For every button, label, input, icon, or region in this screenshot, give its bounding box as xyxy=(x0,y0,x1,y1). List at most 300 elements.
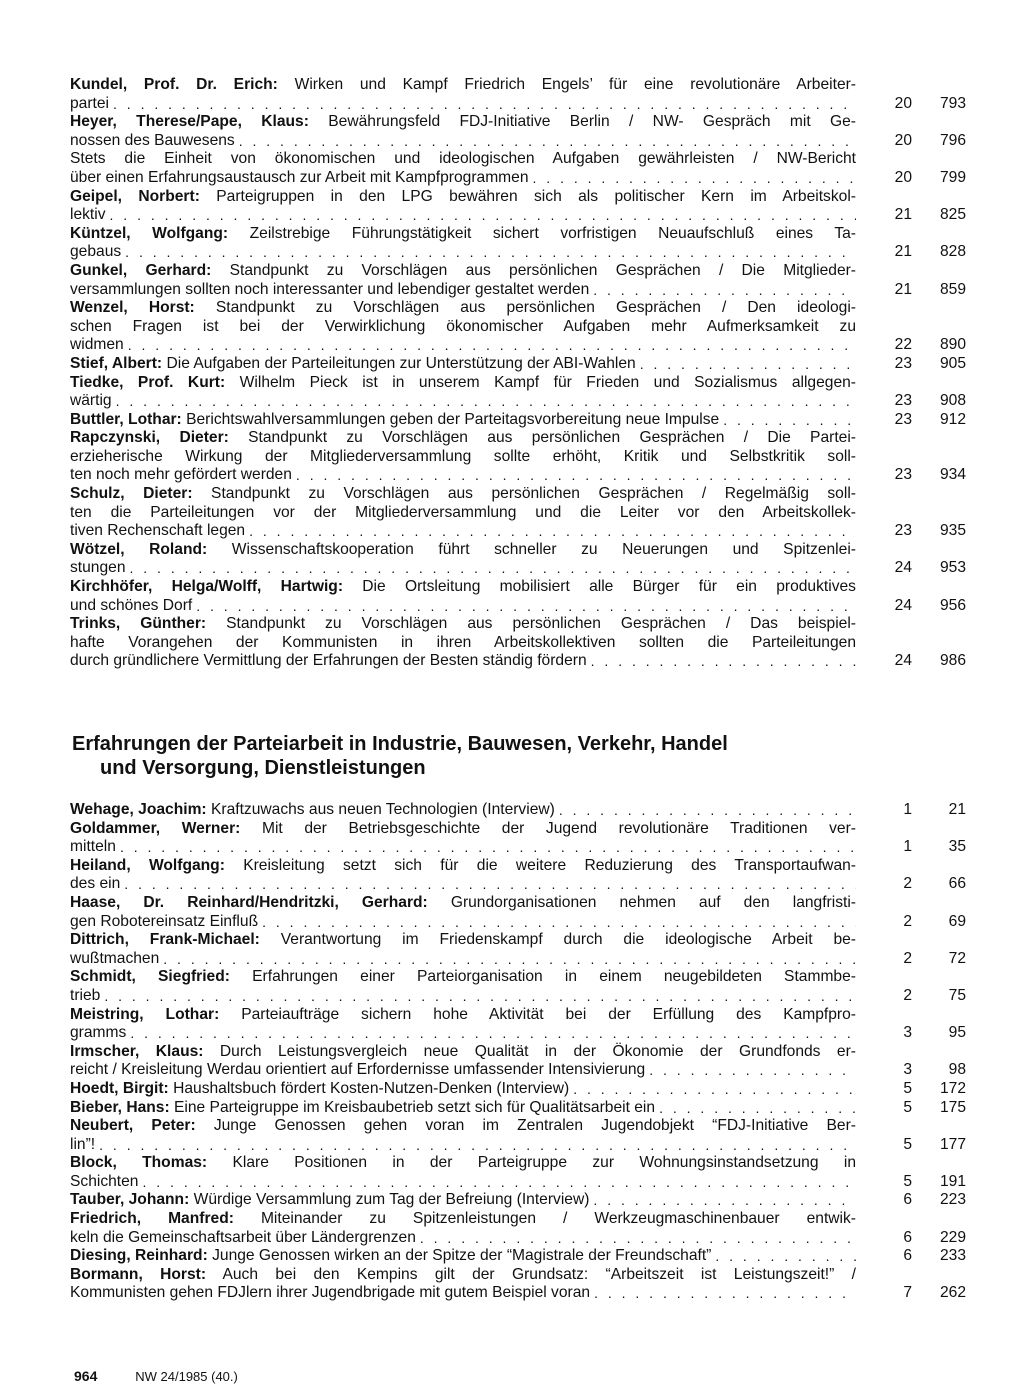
page-reference: 986 xyxy=(939,652,966,670)
entry-line xyxy=(70,820,856,839)
toc-entry-text xyxy=(70,113,856,150)
entry-line xyxy=(70,299,856,318)
entry-line-text: Standpunkt zu Vorschlägen aus persönlichen Gesprächen / Den ideologi- xyxy=(215,299,856,317)
entry-last-line xyxy=(70,801,856,820)
issue-number: 7 xyxy=(903,1284,912,1302)
entry-line-text: schen Fragen ist bei der Verwirklichung ökonomischer Aufgaben mehr Aufmerksamkeit zu xyxy=(70,317,856,335)
entry-last-line xyxy=(70,1136,856,1155)
page-reference: 177 xyxy=(939,1135,966,1153)
entry-last-line xyxy=(70,243,856,262)
entry-line xyxy=(70,968,856,987)
toc-entry-text xyxy=(70,931,856,968)
toc-entry xyxy=(70,299,970,355)
issue-number: 22 xyxy=(894,336,912,354)
entry-author: Buttler, Lothar: xyxy=(70,410,182,428)
toc-entry-text xyxy=(70,801,856,820)
entry-last-line xyxy=(70,466,856,485)
entry-line xyxy=(70,429,856,448)
entry-last-line xyxy=(70,652,856,671)
entry-line-text: stungen xyxy=(70,559,126,577)
toc-entry-text xyxy=(70,1043,856,1080)
entry-line-text: Eine Parteigruppe im Kreisbaubetrieb setzt sich für Qualitätsarbeit ein xyxy=(174,1098,656,1116)
issue-number: 2 xyxy=(903,912,912,930)
page-reference: 172 xyxy=(939,1079,966,1097)
entry-last-line xyxy=(70,281,856,300)
issue-number: 3 xyxy=(903,1061,912,1079)
entry-line-text: des ein xyxy=(70,875,121,893)
entry-line xyxy=(70,894,856,913)
entry-last-line xyxy=(70,1061,856,1080)
leader-dots xyxy=(120,838,856,857)
issue-number: 1 xyxy=(903,801,912,818)
entry-last-line xyxy=(70,875,856,894)
entry-line-text: partei xyxy=(70,94,110,112)
toc-entry xyxy=(70,615,970,671)
issue-number: 20 xyxy=(894,131,912,149)
leader-dots xyxy=(124,875,856,894)
toc-entry xyxy=(70,1191,970,1210)
entry-line-text: Haushaltsbuch fördert Kosten-Nutzen-Denken (Interview) xyxy=(173,1079,570,1097)
toc-entry-text xyxy=(70,76,856,113)
toc-entry xyxy=(70,1247,970,1266)
toc-entry-text xyxy=(70,857,856,894)
toc-entry-text xyxy=(70,1080,856,1099)
section-heading xyxy=(72,732,932,780)
leader-dots xyxy=(163,950,856,969)
entry-line xyxy=(70,374,856,393)
entry-last-line xyxy=(70,559,856,578)
issue-number: 20 xyxy=(894,94,912,112)
entry-line-text: Verantwortung im Friedenskampf durch die ideologische Arbeit be- xyxy=(280,931,856,949)
issue-number: 1 xyxy=(903,838,912,856)
issue-number: 20 xyxy=(894,168,912,186)
page-reference: 796 xyxy=(939,131,966,149)
toc-entry xyxy=(70,857,970,894)
toc-entry-text xyxy=(70,485,856,541)
issue-number: 6 xyxy=(903,1247,912,1265)
entry-author: Schulz, Dieter: xyxy=(70,485,193,503)
page-reference: 953 xyxy=(939,559,966,577)
entry-author: Heiland, Wolfgang: xyxy=(70,856,225,874)
entry-line-text: Standpunkt zu Vorschlägen aus persönlichen Gesprächen / Die Mitglieder- xyxy=(229,261,856,279)
page-reference: 66 xyxy=(948,875,966,893)
toc-entry-text xyxy=(70,374,856,411)
leader-dots xyxy=(130,559,857,578)
entry-last-line xyxy=(70,1024,856,1043)
toc-entry-text xyxy=(70,411,856,430)
page-reference: 223 xyxy=(939,1191,966,1209)
page-reference: 262 xyxy=(939,1284,966,1302)
leader-dots xyxy=(249,522,856,541)
page-reference: 72 xyxy=(948,949,966,967)
entry-last-line xyxy=(70,206,856,225)
entry-last-line xyxy=(70,597,856,616)
leader-dots xyxy=(125,243,856,262)
entry-line-text: mitteln xyxy=(70,838,116,856)
leader-dots xyxy=(110,206,856,225)
page-reference: 21 xyxy=(948,801,966,818)
section-heading-line1: Erfahrungen der Parteiarbeit in Industrie, Bauwesen, Verkehr, Handel xyxy=(72,733,728,755)
entry-last-line xyxy=(70,1080,856,1099)
entry-line-text: Standpunkt zu Vorschlägen aus persönlichen Gesprächen / Das beispiel- xyxy=(226,615,856,633)
toc-entry xyxy=(70,355,970,374)
toc-entry xyxy=(70,1099,970,1118)
leader-dots xyxy=(142,1173,856,1192)
toc-entry xyxy=(70,931,970,968)
page-reference: 890 xyxy=(939,336,966,354)
page-number: 964 xyxy=(74,1368,98,1384)
page-reference: 229 xyxy=(939,1228,966,1246)
toc-entry-text xyxy=(70,541,856,578)
entry-line-text: Kreisleitung setzt sich für die weitere Reduzierung des Transportaufwan- xyxy=(243,856,856,874)
toc-entry-text xyxy=(70,355,856,374)
entry-line-text: über einen Erfahrungsaustausch zur Arbeit mit Kampfprogrammen xyxy=(70,168,529,186)
toc-entry-text xyxy=(70,1117,856,1154)
toc-entry xyxy=(70,1117,970,1154)
entry-line-text: trieb xyxy=(70,986,101,1004)
toc-entry-text xyxy=(70,968,856,1005)
entry-line-text: ten die Parteileitungen vor der Mitgliederversammlung und die Leiter vor den Arbeitskollek- xyxy=(70,503,856,521)
leader-dots xyxy=(715,1247,856,1266)
entry-line-text: Bewährungsfeld FDJ-Initiative Berlin / NW- Gespräch mit Ge- xyxy=(328,113,856,131)
toc-entry xyxy=(70,801,970,820)
entry-author: Block, Thomas: xyxy=(70,1154,208,1172)
issue-number: 23 xyxy=(894,466,912,484)
toc-entry xyxy=(70,150,970,187)
toc-entry xyxy=(70,541,970,578)
leader-dots xyxy=(573,1080,856,1099)
issue-number: 5 xyxy=(903,1098,912,1116)
entry-line-text: keln die Gemeinschaftsarbeit über Ländergrenzen xyxy=(70,1228,416,1246)
entry-line xyxy=(70,1154,856,1173)
leader-dots xyxy=(723,411,856,430)
leader-dots xyxy=(99,1136,856,1155)
entry-line-text: Wirken und Kampf Friedrich Engels’ für eine revolutionäre Arbeiter- xyxy=(294,76,857,93)
issue-number: 23 xyxy=(894,354,912,372)
leader-dots xyxy=(116,392,856,411)
entry-author: Bieber, Hans: xyxy=(70,1098,170,1116)
issue-number: 5 xyxy=(903,1135,912,1153)
entry-line-text: Kraftzuwachs aus neuen Technologien (Interview) xyxy=(210,801,555,818)
entry-author: Tauber, Johann: xyxy=(70,1191,190,1209)
entry-author: Wenzel, Horst: xyxy=(70,299,195,317)
entry-last-line xyxy=(70,1247,856,1266)
page-reference: 934 xyxy=(939,466,966,484)
issue-number: 2 xyxy=(903,986,912,1004)
toc-entry xyxy=(70,225,970,262)
entry-line xyxy=(70,485,856,504)
entry-line-text: nossen des Bauwesens xyxy=(70,131,235,149)
page-reference: 175 xyxy=(939,1098,966,1116)
page-reference: 95 xyxy=(948,1024,966,1042)
entry-line-text: Durch Leistungsvergleich neue Qualität in der Ökonomie der Grundfonds er- xyxy=(219,1042,856,1060)
entry-line-text: Erfahrungen einer Parteiorganisation in einem neugebildeten Stammbe- xyxy=(252,968,856,986)
toc-list-industry xyxy=(70,801,970,1303)
source-reference: NW 24/1985 (40.) xyxy=(135,1369,238,1384)
issue-number: 21 xyxy=(894,280,912,298)
entry-line-text: Würdige Versammlung zum Tag der Befreiung (Interview) xyxy=(193,1191,590,1209)
entry-author: Bormann, Horst: xyxy=(70,1265,207,1283)
toc-entry xyxy=(70,1266,970,1303)
issue-number: 24 xyxy=(894,596,912,614)
toc-entry xyxy=(70,76,970,113)
issue-number: 5 xyxy=(903,1172,912,1190)
toc-entry-text xyxy=(70,820,856,857)
entry-line-text: Grundorganisationen nehmen auf den langfristi- xyxy=(450,893,856,911)
entry-line xyxy=(70,931,856,950)
entry-author: Irmscher, Klaus: xyxy=(70,1042,204,1060)
toc-entry-text xyxy=(70,615,856,671)
entry-author: Friedrich, Manfred: xyxy=(70,1210,234,1228)
entry-line-text: Stets die Einheit von ökonomischen und ideologischen Aufgaben gewährleisten / NW-Bericht xyxy=(70,150,856,168)
entry-author: Diesing, Reinhard: xyxy=(70,1247,208,1265)
entry-last-line xyxy=(70,336,856,355)
entry-line-text: tiven Rechenschaft legen xyxy=(70,522,246,540)
entry-line-text: reicht / Kreisleitung Werdau orientiert auf Erfordernisse umfassender Intensivierung xyxy=(70,1061,646,1079)
issue-number: 24 xyxy=(894,559,912,577)
issue-number: 2 xyxy=(903,875,912,893)
entry-line xyxy=(70,1117,856,1136)
issue-number: 24 xyxy=(894,652,912,670)
entry-line-text: Die Aufgaben der Parteileitungen zur Unterstützung der ABI-Wahlen xyxy=(166,354,636,372)
entry-author: Wötzel, Roland: xyxy=(70,540,208,558)
entry-author: Haase, Dr. Reinhard/Hendritzki, Gerhard: xyxy=(70,893,428,911)
entry-last-line xyxy=(70,1173,856,1192)
leader-dots xyxy=(659,1099,856,1118)
leader-dots xyxy=(113,95,856,114)
entry-line xyxy=(70,262,856,281)
entry-line xyxy=(70,113,856,132)
toc-entry xyxy=(70,374,970,411)
page-reference: 908 xyxy=(939,392,966,410)
entry-last-line xyxy=(70,913,856,932)
entry-last-line xyxy=(70,411,856,430)
entry-author: Neubert, Peter: xyxy=(70,1117,196,1135)
page-footer xyxy=(74,1368,238,1384)
entry-line-text: Klare Positionen in der Parteigruppe zur Wohnungsinstandsetzung in xyxy=(232,1154,856,1172)
issue-number: 21 xyxy=(894,243,912,261)
entry-author: Kirchhöfer, Helga/Wolff, Hartwig: xyxy=(70,578,344,596)
entry-line xyxy=(70,76,856,95)
toc-entry-text xyxy=(70,1154,856,1191)
page-reference: 912 xyxy=(939,410,966,428)
toc-entry-text xyxy=(70,1247,856,1266)
toc-entry-text xyxy=(70,299,856,355)
entry-line-text: Junge Genossen wirken an der Spitze der “Magistrale der Freundschaft” xyxy=(212,1247,712,1265)
entry-line-text: gramms xyxy=(70,1024,127,1042)
entry-author: Stief, Albert: xyxy=(70,354,163,372)
entry-line-text: Berichtswahlversammlungen geben der Parteitagsvorbereitung neue Impulse xyxy=(186,410,720,428)
page-reference: 75 xyxy=(948,986,966,1004)
toc-entry xyxy=(70,968,970,1005)
issue-number: 6 xyxy=(903,1228,912,1246)
entry-line xyxy=(70,1006,856,1025)
toc-entry xyxy=(70,1043,970,1080)
entry-line xyxy=(70,150,856,169)
issue-number: 23 xyxy=(894,522,912,540)
entry-line-text: durch gründlichere Vermittlung der Erfahrungen der Besten ständig fördern xyxy=(70,652,587,670)
entry-line-text: Parteiaufträge sichern hohe Aktivität bei der Erfüllung des Kampfpro- xyxy=(241,1005,856,1023)
entry-last-line xyxy=(70,522,856,541)
toc-entry xyxy=(70,113,970,150)
entry-last-line xyxy=(70,95,856,114)
entry-line-text: Junge Genossen gehen voran im Zentralen Jugendobjekt “FDJ-Initiative Ber- xyxy=(213,1117,856,1135)
entry-line-text: Auch bei den Kempins gilt der Grundsatz: “Arbeitszeit ist Leistungszeit!” / xyxy=(222,1265,856,1283)
entry-line-text: Parteigruppen in den LPG bewähren sich als politischer Kern im Arbeitskol- xyxy=(216,187,856,205)
entry-line-text: Zeilstrebige Führungstätigkeit sichert vorfristigen Neuaufschluß eines Ta- xyxy=(249,224,857,242)
entry-author: Meistring, Lothar: xyxy=(70,1005,220,1023)
toc-entry-text xyxy=(70,225,856,262)
toc-entry-text xyxy=(70,1266,856,1303)
entry-author: Rapczynski, Dieter: xyxy=(70,429,229,447)
entry-line xyxy=(70,1210,856,1229)
issue-number: 3 xyxy=(903,1024,912,1042)
entry-author: Trinks, Günther: xyxy=(70,615,207,633)
entry-line-text: wußtmachen xyxy=(70,949,160,967)
entry-line-text: Wissenschaftskooperation führt schneller zu Neuerungen und Spitzenlei- xyxy=(231,540,856,558)
entry-author: Wehage, Joachim: xyxy=(70,801,207,818)
leader-dots xyxy=(559,801,856,820)
page-reference: 956 xyxy=(939,596,966,614)
entry-author: Geipel, Norbert: xyxy=(70,187,200,205)
toc-entry-text xyxy=(70,429,856,485)
entry-line-text: lektiv xyxy=(70,206,106,224)
leader-dots xyxy=(296,466,856,485)
page-reference: 35 xyxy=(948,838,966,856)
leader-dots xyxy=(130,1024,856,1043)
entry-last-line xyxy=(70,392,856,411)
toc-entry xyxy=(70,894,970,931)
leader-dots xyxy=(262,913,856,932)
section-heading-line2: und Versorgung, Dienstleistungen xyxy=(100,757,426,779)
entry-line xyxy=(70,225,856,244)
entry-line-text: gebaus xyxy=(70,243,122,261)
toc-entry xyxy=(70,820,970,857)
entry-author: Dittrich, Frank-Michael: xyxy=(70,931,260,949)
entry-author: Goldammer, Werner: xyxy=(70,819,241,837)
entry-author: Hoedt, Birgit: xyxy=(70,1079,169,1097)
entry-line xyxy=(70,188,856,207)
leader-dots xyxy=(533,169,856,188)
entry-line xyxy=(70,634,856,653)
page-reference: 935 xyxy=(939,522,966,540)
entry-line-text: und schönes Dorf xyxy=(70,596,193,614)
entry-last-line xyxy=(70,1284,856,1303)
toc-entry xyxy=(70,429,970,485)
page-reference: 799 xyxy=(939,168,966,186)
issue-number: 6 xyxy=(903,1191,912,1209)
toc-entry-text xyxy=(70,1191,856,1210)
entry-last-line xyxy=(70,169,856,188)
toc-entry xyxy=(70,262,970,299)
leader-dots xyxy=(640,355,856,374)
entry-line-text: ten noch mehr gefördert werden xyxy=(70,466,292,484)
page-reference: 905 xyxy=(939,354,966,372)
entry-last-line xyxy=(70,987,856,1006)
entry-line-text: Die Ortsleitung mobilisiert alle Bürger für ein produktives xyxy=(362,578,856,596)
leader-dots xyxy=(649,1061,856,1080)
toc-list-party-leadership xyxy=(70,76,970,671)
toc-entry-text xyxy=(70,188,856,225)
entry-line xyxy=(70,541,856,560)
entry-line xyxy=(70,1043,856,1062)
entry-last-line xyxy=(70,132,856,151)
entry-last-line xyxy=(70,1099,856,1118)
entry-line-text: Kommunisten gehen FDJlern ihrer Jugendbrigade mit gutem Beispiel voran xyxy=(70,1284,591,1302)
entry-line-text: hafte Vorangehen der Kommunisten in ihren Arbeitskollektiven sollten die Parteileitungen xyxy=(70,633,856,651)
entry-line-text: Standpunkt zu Vorschlägen aus persönlichen Gesprächen / Regelmäßig soll- xyxy=(211,485,856,503)
issue-number: 5 xyxy=(903,1079,912,1097)
toc-entry xyxy=(70,1006,970,1043)
entry-author: Heyer, Therese/Pape, Klaus: xyxy=(70,113,309,131)
entry-line-text: erzieherische Wirkung der Mitgliederversammlung sollte erhöht, Kritik und Selbstkritik soll- xyxy=(70,447,856,465)
toc-entry-text xyxy=(70,1099,856,1118)
entry-author: Gunkel, Gerhard: xyxy=(70,261,212,279)
entry-line xyxy=(70,857,856,876)
issue-number: 23 xyxy=(894,392,912,410)
entry-line xyxy=(70,504,856,523)
toc-entry-text xyxy=(70,1006,856,1043)
entry-author: Küntzel, Wolfgang: xyxy=(70,224,229,242)
toc-entry xyxy=(70,1080,970,1099)
toc-entry xyxy=(70,485,970,541)
leader-dots xyxy=(591,652,856,671)
leader-dots xyxy=(593,281,856,300)
entry-last-line xyxy=(70,1191,856,1210)
toc-entry xyxy=(70,1154,970,1191)
page-reference: 69 xyxy=(948,912,966,930)
entry-line-text: widmen xyxy=(70,336,124,354)
leader-dots xyxy=(593,1191,856,1210)
issue-number: 2 xyxy=(903,949,912,967)
entry-line-text: Wilhelm Pieck ist in unserem Kampf für Frieden und Sozialismus allgegen- xyxy=(239,373,856,391)
leader-dots xyxy=(104,987,856,1006)
issue-number: 23 xyxy=(894,410,912,428)
toc-entry-text xyxy=(70,1210,856,1247)
entry-line-text: Schichten xyxy=(70,1172,139,1190)
entry-line xyxy=(70,318,856,337)
issue-number: 21 xyxy=(894,206,912,224)
toc-entry xyxy=(70,1210,970,1247)
toc-entry xyxy=(70,188,970,225)
entry-line xyxy=(70,448,856,467)
toc-entry xyxy=(70,578,970,615)
page-reference: 233 xyxy=(939,1247,966,1265)
page-reference: 859 xyxy=(939,280,966,298)
page-reference: 825 xyxy=(939,206,966,224)
page-reference: 98 xyxy=(948,1061,966,1079)
entry-line-text: Miteinander zu Spitzenleistungen / Werkzeugmaschinenbauer entwik- xyxy=(260,1210,856,1228)
page-reference: 793 xyxy=(939,94,966,112)
entry-last-line xyxy=(70,355,856,374)
entry-last-line xyxy=(70,1229,856,1248)
entry-line-text: Standpunkt zu Vorschlägen aus persönlichen Gesprächen / Die Partei- xyxy=(248,429,856,447)
leader-dots xyxy=(239,132,856,151)
entry-line xyxy=(70,615,856,634)
entry-line-text: versammlungen sollten noch interessanter und lebendiger gestaltet werden xyxy=(70,280,590,298)
toc-entry-text xyxy=(70,262,856,299)
toc-entry-text xyxy=(70,894,856,931)
toc-entry-text xyxy=(70,578,856,615)
page-reference: 828 xyxy=(939,243,966,261)
leader-dots xyxy=(196,597,856,616)
toc-entry xyxy=(70,411,970,430)
page-reference: 191 xyxy=(939,1172,966,1190)
entry-last-line xyxy=(70,950,856,969)
entry-line xyxy=(70,1266,856,1285)
leader-dots xyxy=(420,1229,856,1248)
toc-entry-text xyxy=(70,150,856,187)
